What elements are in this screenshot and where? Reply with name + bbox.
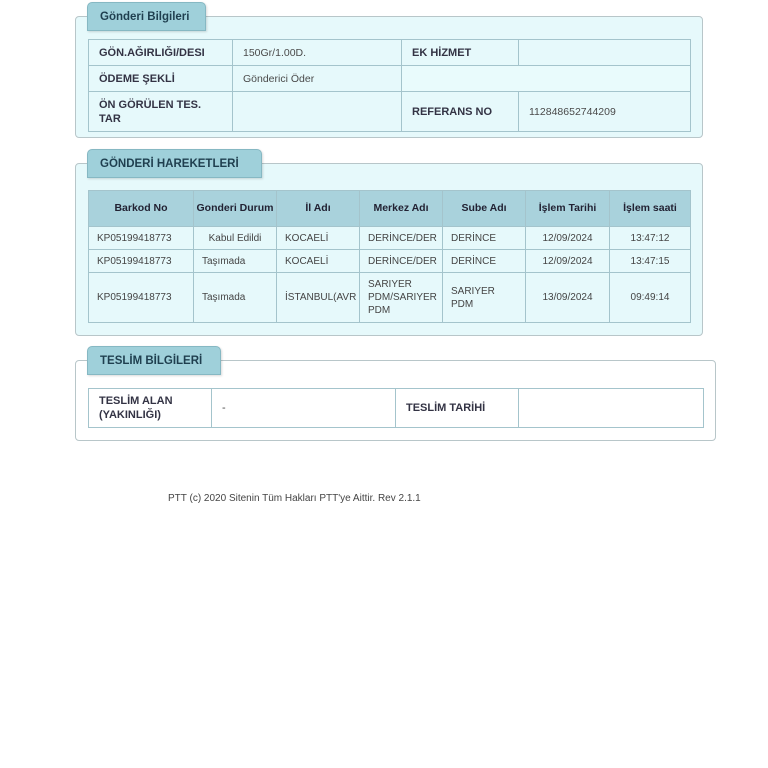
saat-cell: 09:49:14 [610, 273, 691, 323]
tarih-cell: 12/09/2024 [526, 227, 610, 250]
barkod-cell: KP05199418773 [89, 227, 194, 250]
teslim-alan-label: TESLİM ALAN (YAKINLIĞI) [89, 389, 212, 428]
empty-cell [402, 66, 691, 92]
column-header: İşlem saati [610, 191, 691, 227]
table-header-row [89, 191, 691, 227]
ek-hizmet-value [519, 40, 691, 66]
column-header: Barkod No [89, 191, 194, 227]
table-row [89, 273, 691, 323]
il-cell: İSTANBUL(AVR [277, 273, 360, 323]
merkez-cell: DERİNCE/DER [360, 227, 443, 250]
column-header: Gonderi Durum [194, 191, 277, 227]
teslim-bilgileri-title: TESLİM BİLGİLERİ [87, 346, 221, 375]
barkod-cell: KP05199418773 [89, 250, 194, 273]
odeme-sekli-value: Gönderici Öder [233, 66, 402, 92]
on-gorulen-tes-tar-value [233, 92, 402, 132]
gonderi-hareketleri-title: GÖNDERİ HAREKETLERİ [87, 149, 262, 178]
table-row [89, 227, 691, 250]
tarih-cell: 13/09/2024 [526, 273, 610, 323]
gonderi-bilgileri-table [88, 39, 691, 132]
tarih-cell: 12/09/2024 [526, 250, 610, 273]
table-row [89, 40, 691, 66]
odeme-sekli-label: ÖDEME ŞEKLİ [89, 66, 233, 92]
saat-cell: 13:47:15 [610, 250, 691, 273]
il-cell: KOCAELİ [277, 227, 360, 250]
table-row [89, 389, 704, 428]
table-row [89, 66, 691, 92]
gonderi-hareketleri-table [88, 190, 691, 323]
sube-cell: DERİNCE [443, 227, 526, 250]
teslim-tarihi-value [519, 389, 704, 428]
il-cell: KOCAELİ [277, 250, 360, 273]
saat-cell: 13:47:12 [610, 227, 691, 250]
column-header: Merkez Adı [360, 191, 443, 227]
table-row [89, 250, 691, 273]
referans-no-value: 112848652744209 [519, 92, 691, 132]
ek-hizmet-label: EK HİZMET [402, 40, 519, 66]
agirlik-desi-value: 150Gr/1.00D. [233, 40, 402, 66]
durum-cell: Taşımada [194, 250, 277, 273]
teslim-bilgileri-table [88, 388, 704, 428]
agirlik-desi-label: GÖN.AĞIRLIĞI/DESI [89, 40, 233, 66]
column-header: İl Adı [277, 191, 360, 227]
teslim-alan-value: - [212, 389, 396, 428]
footer-copyright: PTT (c) 2020 Sitenin Tüm Hakları PTT'ye Aittir. Rev 2.1.1 [168, 493, 421, 504]
teslim-tarihi-label: TESLİM TARİHİ [396, 389, 519, 428]
referans-no-label: REFERANS NO [402, 92, 519, 132]
sube-cell: SARIYER PDM [443, 273, 526, 323]
on-gorulen-tes-tar-label: ÖN GÖRÜLEN TES. TAR [89, 92, 233, 132]
durum-cell: Taşımada [194, 273, 277, 323]
barkod-cell: KP05199418773 [89, 273, 194, 323]
merkez-cell: DERİNCE/DER [360, 250, 443, 273]
gonderi-bilgileri-title: Gönderi Bilgileri [87, 2, 206, 31]
merkez-cell: SARIYER PDM/SARIYER PDM [360, 273, 443, 323]
table-row [89, 92, 691, 132]
durum-cell: Kabul Edildi [194, 227, 277, 250]
column-header: Sube Adı [443, 191, 526, 227]
sube-cell: DERİNCE [443, 250, 526, 273]
column-header: İşlem Tarihi [526, 191, 610, 227]
